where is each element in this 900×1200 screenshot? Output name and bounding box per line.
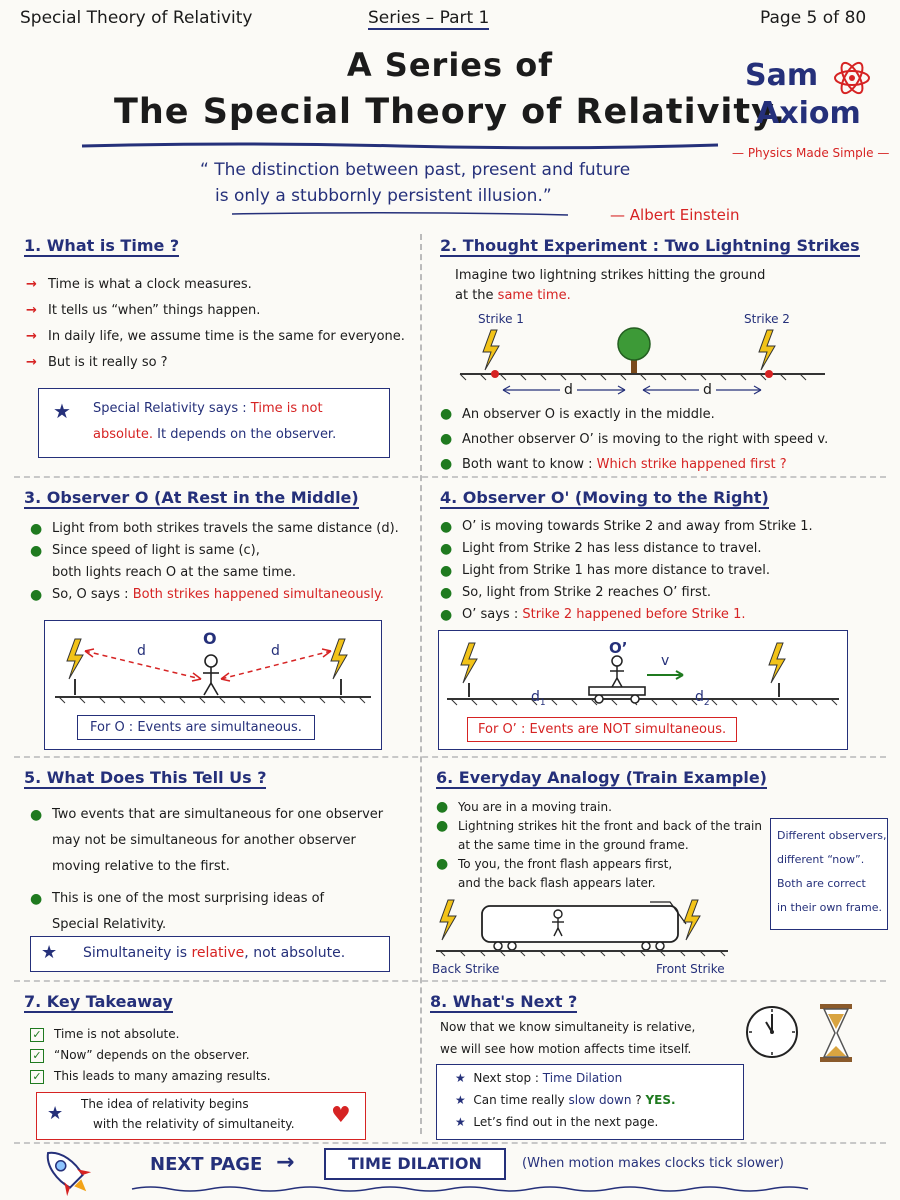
- atom-icon: [832, 58, 872, 98]
- logo-tagline: — Physics Made Simple —: [732, 146, 890, 160]
- list-item: and the back flash appears later.: [458, 876, 656, 890]
- list-item: ● An observer O is exactly in the middle.: [440, 406, 715, 422]
- observer-o-prime-diagram: [438, 630, 848, 750]
- list-item: ● Lightning strikes hit the front and back of the train: [436, 818, 762, 834]
- s2-intro-line2: at the same time.: [455, 288, 571, 303]
- section-1-callout: [38, 388, 390, 458]
- diagram-caption: For O : Events are simultaneous.: [77, 715, 315, 740]
- list-item: moving relative to the first.: [52, 859, 230, 874]
- heart-icon: ♥: [331, 1103, 351, 1128]
- section-1-points: [26, 272, 405, 376]
- next-page-label: NEXT PAGE: [150, 1154, 263, 1175]
- s8-intro-line1: Now that we know simultaneity is relative,: [440, 1020, 696, 1034]
- velocity-label: v: [661, 653, 670, 669]
- page-title-line2: The Special Theory of Relativity.: [113, 92, 787, 132]
- header-series-name: Special Theory of Relativity: [20, 8, 253, 28]
- row-divider-3: [14, 980, 886, 982]
- callout-text: with the relativity of simultaneity.: [93, 1117, 295, 1131]
- star-icon: ★: [41, 942, 58, 963]
- checklist-item: ✓ Time is not absolute.: [30, 1024, 271, 1045]
- callout-line: ★ Can time really slow down ? YES.: [455, 1093, 676, 1107]
- section-1-title: 1. What is Time ?: [24, 236, 180, 255]
- list-item: ● So, light from Strike 2 reaches O’ first.: [440, 585, 712, 601]
- row-divider-2: [14, 756, 886, 758]
- stick-figure-icon: [610, 656, 624, 687]
- section-2-points: [440, 402, 828, 477]
- distance-label: d: [271, 643, 280, 659]
- quote-line-2: is only a stubbornly persistent illusion.”: [215, 186, 552, 206]
- callout-highlight: Time is not: [250, 401, 323, 416]
- callout-text: Simultaneity is relative, not absolute.: [83, 945, 346, 961]
- list-item: → But is it really so ?: [26, 355, 168, 370]
- section-8-title: 8. What's Next ?: [430, 992, 578, 1011]
- list-item: → Time is what a clock measures.: [26, 277, 252, 292]
- callout-line: ★ Next stop : Time Dilation: [455, 1071, 623, 1085]
- checklist: [30, 1024, 271, 1087]
- logo-word-2: Axiom: [756, 96, 861, 131]
- side-note-line: in their own frame.: [777, 901, 882, 914]
- callout-highlight: absolute.: [93, 427, 154, 442]
- star-icon: ★: [455, 1115, 466, 1129]
- check-icon: ✓: [30, 1049, 44, 1063]
- quote-line-1: “ The distinction between past, present and future: [200, 160, 631, 180]
- quote-underline: [230, 210, 570, 218]
- callout-text: The idea of relativity begins: [81, 1097, 249, 1111]
- observer-label: O: [203, 629, 217, 648]
- list-item: ● Two events that are simultaneous for one observer: [30, 807, 384, 823]
- lightning-icon: [684, 900, 700, 940]
- side-note-line: Both are correct: [777, 877, 866, 890]
- distance-label: d: [560, 382, 577, 398]
- diagram-caption: For O’ : Events are NOT simultaneous.: [467, 717, 737, 742]
- lightning-icon: [769, 643, 785, 683]
- next-page-note: (When motion makes clocks tick slower): [522, 1156, 784, 1171]
- lightning-icon: [331, 639, 347, 679]
- callout-text: Special Relativity says :: [93, 401, 247, 416]
- checklist-item: ✓ This leads to many amazing results.: [30, 1066, 271, 1087]
- list-item: ● Light from both strikes travels the same distance (d).: [30, 521, 399, 537]
- list-item: may not be simultaneous for another observer: [52, 833, 356, 848]
- list-item: ● So, O says : Both strikes happened simultaneously.: [30, 587, 384, 603]
- list-item: both lights reach O at the same time.: [52, 565, 296, 580]
- list-item: ● Light from Strike 2 has less distance to travel.: [440, 541, 762, 557]
- star-icon: ★: [455, 1093, 466, 1107]
- lightning-icon: [67, 639, 83, 679]
- section-3-points: [30, 518, 399, 606]
- hourglass-icon: [816, 1002, 856, 1064]
- list-item: ● Since speed of light is same (c),: [30, 543, 260, 559]
- list-item: ● You are in a moving train.: [436, 799, 612, 815]
- logo-word-1: Sam: [745, 58, 819, 93]
- train-icon: [482, 906, 678, 950]
- list-item: ● Both want to know : Which strike happened first ?: [440, 456, 787, 472]
- check-icon: ✓: [30, 1070, 44, 1084]
- callout-line: ★ Let’s find out in the next page.: [455, 1115, 659, 1129]
- distance-label-d1: $d_1$: [531, 689, 546, 708]
- row-divider-4: [14, 1142, 886, 1144]
- check-icon: ✓: [30, 1028, 44, 1042]
- next-page-button[interactable]: [324, 1148, 506, 1180]
- arrow-right-icon: →: [276, 1150, 295, 1175]
- observer-o-diagram: [44, 620, 382, 750]
- star-icon: ★: [47, 1103, 64, 1124]
- section-3-title: 3. Observer O (At Rest in the Middle): [24, 488, 359, 507]
- section-8-callout: [436, 1064, 744, 1140]
- train-diagram: [432, 894, 732, 958]
- list-item: ● O’ says : Strike 2 happened before Strike 1.: [440, 607, 746, 623]
- observer-label: O’: [609, 639, 628, 657]
- page-title-line1: A Series of: [346, 46, 554, 84]
- title-underline: [80, 140, 720, 152]
- list-item: → In daily life, we assume time is the same for everyone.: [26, 329, 405, 344]
- side-note-line: Different observers,: [777, 829, 887, 842]
- column-divider: [420, 234, 422, 1134]
- header-page-number: Page 5 of 80: [760, 8, 867, 28]
- clock-icon: [744, 1004, 800, 1060]
- list-item: at the same time in the ground frame.: [458, 838, 689, 852]
- strike-1-label: Strike 1: [478, 312, 524, 326]
- list-item: Special Relativity.: [52, 917, 167, 932]
- section-2-title: 2. Thought Experiment : Two Lightning Strikes: [440, 236, 860, 255]
- callout-text: It depends on the observer.: [157, 427, 337, 442]
- section-7-title: 7. Key Takeaway: [24, 992, 173, 1011]
- lightning-icon: [759, 330, 775, 370]
- distance-label-d2: $d_2$: [695, 689, 710, 708]
- strike-2-label: Strike 2: [744, 312, 790, 326]
- section-4-points: [440, 516, 813, 626]
- section-5-title: 5. What Does This Tell Us ?: [24, 768, 267, 787]
- lightning-icon: [461, 643, 477, 683]
- s8-intro-line2: we will see how motion affects time itself.: [440, 1042, 692, 1056]
- distance-label: d: [137, 643, 146, 659]
- quote-author: — Albert Einstein: [610, 206, 740, 224]
- s2-intro-line1: Imagine two lightning strikes hitting the ground: [455, 268, 766, 283]
- tree-icon: [618, 328, 650, 374]
- next-page-button-label: TIME DILATION: [348, 1154, 482, 1173]
- lightning-strikes-diagram: [455, 324, 835, 404]
- list-item: ● O’ is moving towards Strike 2 and away from Strike 1.: [440, 519, 813, 535]
- front-strike-label: Front Strike: [656, 962, 725, 976]
- section-5-callout: [30, 936, 390, 972]
- star-icon: ★: [53, 399, 71, 423]
- rocket-icon: [30, 1142, 100, 1198]
- section-6-points: [436, 798, 762, 893]
- list-item: → It tells us “when” things happen.: [26, 303, 261, 318]
- section-6-title: 6. Everyday Analogy (Train Example): [436, 768, 767, 787]
- header-part: Series – Part 1: [368, 8, 490, 28]
- stick-figure-icon: [203, 655, 219, 695]
- section-7-callout: [36, 1092, 366, 1140]
- side-note-line: different “now”.: [777, 853, 865, 866]
- list-item: ● Light from Strike 1 has more distance to travel.: [440, 563, 771, 579]
- back-strike-label: Back Strike: [432, 962, 500, 976]
- list-item: ● Another observer O’ is moving to the right with speed v.: [440, 431, 829, 447]
- star-icon: ★: [455, 1071, 466, 1085]
- section-5-points: [30, 802, 383, 938]
- section-4-title: 4. Observer O' (Moving to the Right): [440, 488, 769, 507]
- lightning-icon: [440, 900, 456, 940]
- list-item: ● To you, the front flash appears first,: [436, 856, 673, 872]
- list-item: ● This is one of the most surprising ideas of: [30, 891, 325, 907]
- lightning-icon: [483, 330, 499, 370]
- checklist-item: ✓ “Now” depends on the observer.: [30, 1045, 271, 1066]
- cart-icon: [589, 687, 645, 703]
- distance-label: d: [699, 382, 716, 398]
- footer-underline: [130, 1184, 810, 1194]
- side-note: [770, 818, 888, 930]
